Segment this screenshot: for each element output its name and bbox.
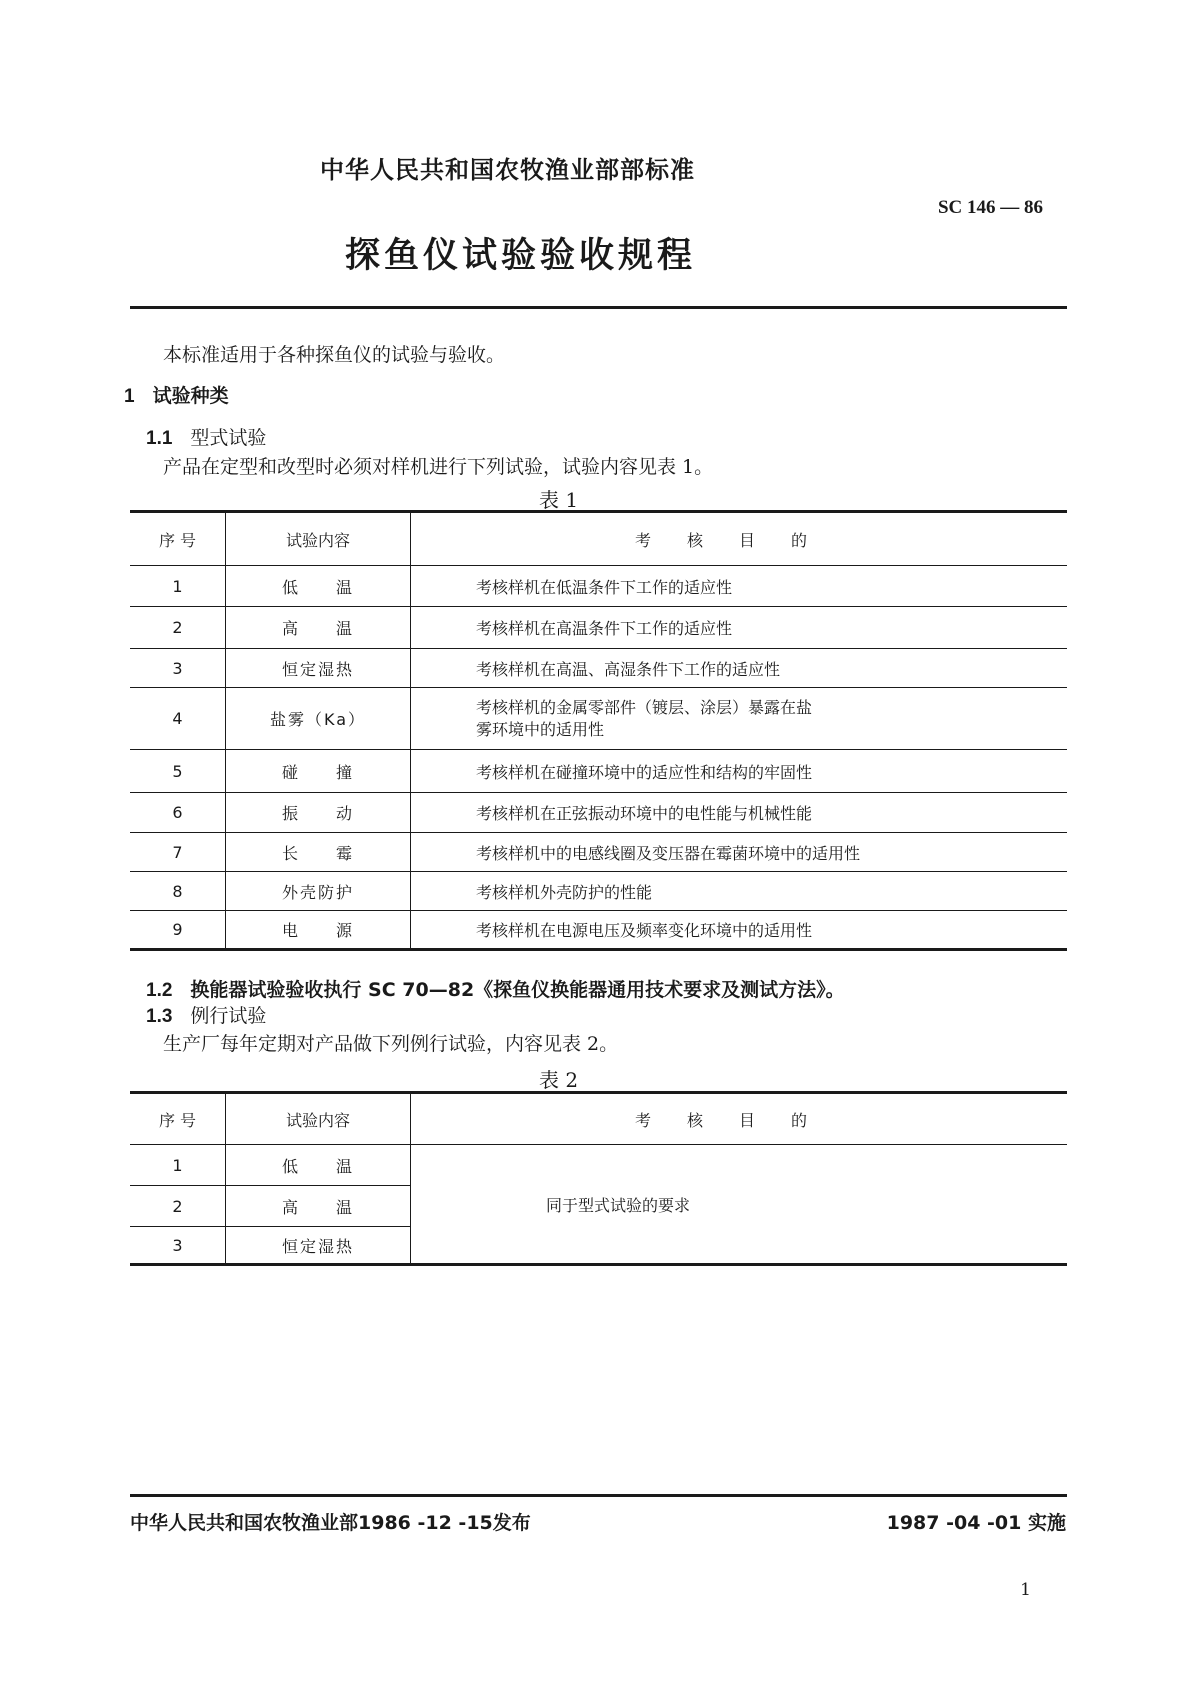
merged-purpose-cell: 同于型式试验的要求: [411, 1145, 1068, 1265]
section-number: 1.3: [146, 1006, 173, 1027]
cell-purpose: 考核样机在电源电压及频率变化环境中的适用性: [411, 911, 1068, 950]
section-1-2: [146, 975, 845, 1002]
section-1-3-heading: [146, 1001, 266, 1028]
cell-purpose: 考核样机在高温、高湿条件下工作的适应性: [411, 649, 1068, 688]
header-seq: 序 号: [130, 1093, 226, 1145]
cell-content: 振 动: [226, 793, 411, 833]
header-purpose: 考核目的: [411, 1093, 1068, 1145]
section-title: 试验种类: [152, 385, 229, 407]
cell-content: 低 温: [226, 566, 411, 607]
table-1-caption: 表 1: [539, 488, 579, 512]
cell-seq: 7: [130, 833, 226, 872]
section-1-1-heading: [146, 423, 266, 450]
cell-seq: 1: [130, 1145, 226, 1186]
section-title: 例行试验: [190, 1005, 267, 1027]
cell-seq: 1: [130, 566, 226, 607]
cell-content: 高 温: [226, 607, 411, 649]
cell-content: 电 源: [226, 911, 411, 950]
cell-content: 外壳防护: [226, 872, 411, 911]
document-title: 探鱼仪试验验收规程: [345, 236, 697, 276]
cell-purpose: [411, 688, 1068, 750]
intro-paragraph: 本标准适用于各种探鱼仪的试验与验收。: [163, 344, 506, 366]
footer-divider: [130, 1494, 1067, 1497]
section-number: 1.1: [146, 428, 173, 449]
header-seq: 序 号: [130, 512, 226, 566]
cell-seq: 3: [130, 649, 226, 688]
section-1-heading: [124, 381, 229, 408]
cell-content: 碰 撞: [226, 750, 411, 793]
section-number: 1: [124, 386, 135, 407]
cell-content: 长 霉: [226, 833, 411, 872]
cell-purpose: 考核样机在高温条件下工作的适应性: [411, 607, 1068, 649]
table-row: [130, 607, 1067, 649]
header-content: 试验内容: [226, 512, 411, 566]
cell-content: 恒定湿热: [226, 649, 411, 688]
cell-content: 盐雾（Ka）: [226, 688, 411, 750]
table-row: [130, 911, 1067, 950]
cell-purpose: 考核样机在碰撞环境中的适应性和结构的牢固性: [411, 750, 1068, 793]
section-text: 换能器试验验收执行 SC 70—82《探鱼仪换能器通用技术要求及测试方法》。: [190, 979, 845, 1001]
cell-seq: 2: [130, 607, 226, 649]
table-row: [130, 649, 1067, 688]
table-row: [130, 833, 1067, 872]
cell-seq: 4: [130, 688, 226, 750]
cell-purpose: 考核样机在低温条件下工作的适应性: [411, 566, 1068, 607]
cell-content: 恒定湿热: [226, 1227, 411, 1265]
table-header-row: [130, 1093, 1067, 1145]
table-header-row: [130, 512, 1067, 566]
header-content: 试验内容: [226, 1093, 411, 1145]
table-row: [130, 1145, 1067, 1186]
title-divider: [130, 306, 1067, 309]
standard-code: SC 146 — 86: [937, 197, 1043, 218]
issue-info: 中华人民共和国农牧渔业部1986 -12 -15发布: [130, 1512, 531, 1534]
cell-seq: 9: [130, 911, 226, 950]
header-purpose: 考核目的: [411, 512, 1068, 566]
table-row: [130, 872, 1067, 911]
table-2: [130, 1091, 1067, 1266]
table-row: [130, 793, 1067, 833]
table-2-caption: 表 2: [539, 1068, 579, 1092]
section-1-3-text: 生产厂每年定期对产品做下列例行试验，内容见表 2。: [163, 1033, 619, 1055]
table-1: [130, 510, 1067, 951]
cell-seq: 3: [130, 1227, 226, 1265]
cell-seq: 2: [130, 1186, 226, 1227]
table-row: [130, 688, 1067, 750]
purpose-line-2: 雾环境中的适用性: [476, 719, 605, 739]
section-1-1-text: 产品在定型和改型时必须对样机进行下列试验，试验内容见表 1。: [163, 456, 714, 478]
cell-content: 低 温: [226, 1145, 411, 1186]
cell-purpose: 考核样机外壳防护的性能: [411, 872, 1068, 911]
cell-seq: 8: [130, 872, 226, 911]
cell-content: 高 温: [226, 1186, 411, 1227]
purpose-line-1: 考核样机的金属零部件（镀层、涂层）暴露在盐: [476, 697, 813, 717]
cell-purpose: 考核样机在正弦振动环境中的电性能与机械性能: [411, 793, 1068, 833]
effective-date: 1987 -04 -01 实施: [886, 1512, 1066, 1534]
table-row: [130, 566, 1067, 607]
page-number: 1: [1020, 1580, 1031, 1600]
table-row: [130, 750, 1067, 793]
cell-seq: 5: [130, 750, 226, 793]
section-number: 1.2: [146, 980, 173, 1001]
cell-purpose: 考核样机中的电感线圈及变压器在霉菌环境中的适用性: [411, 833, 1068, 872]
section-title: 型式试验: [190, 427, 267, 449]
issuing-organization: 中华人民共和国农牧渔业部部标准: [320, 156, 695, 184]
cell-seq: 6: [130, 793, 226, 833]
